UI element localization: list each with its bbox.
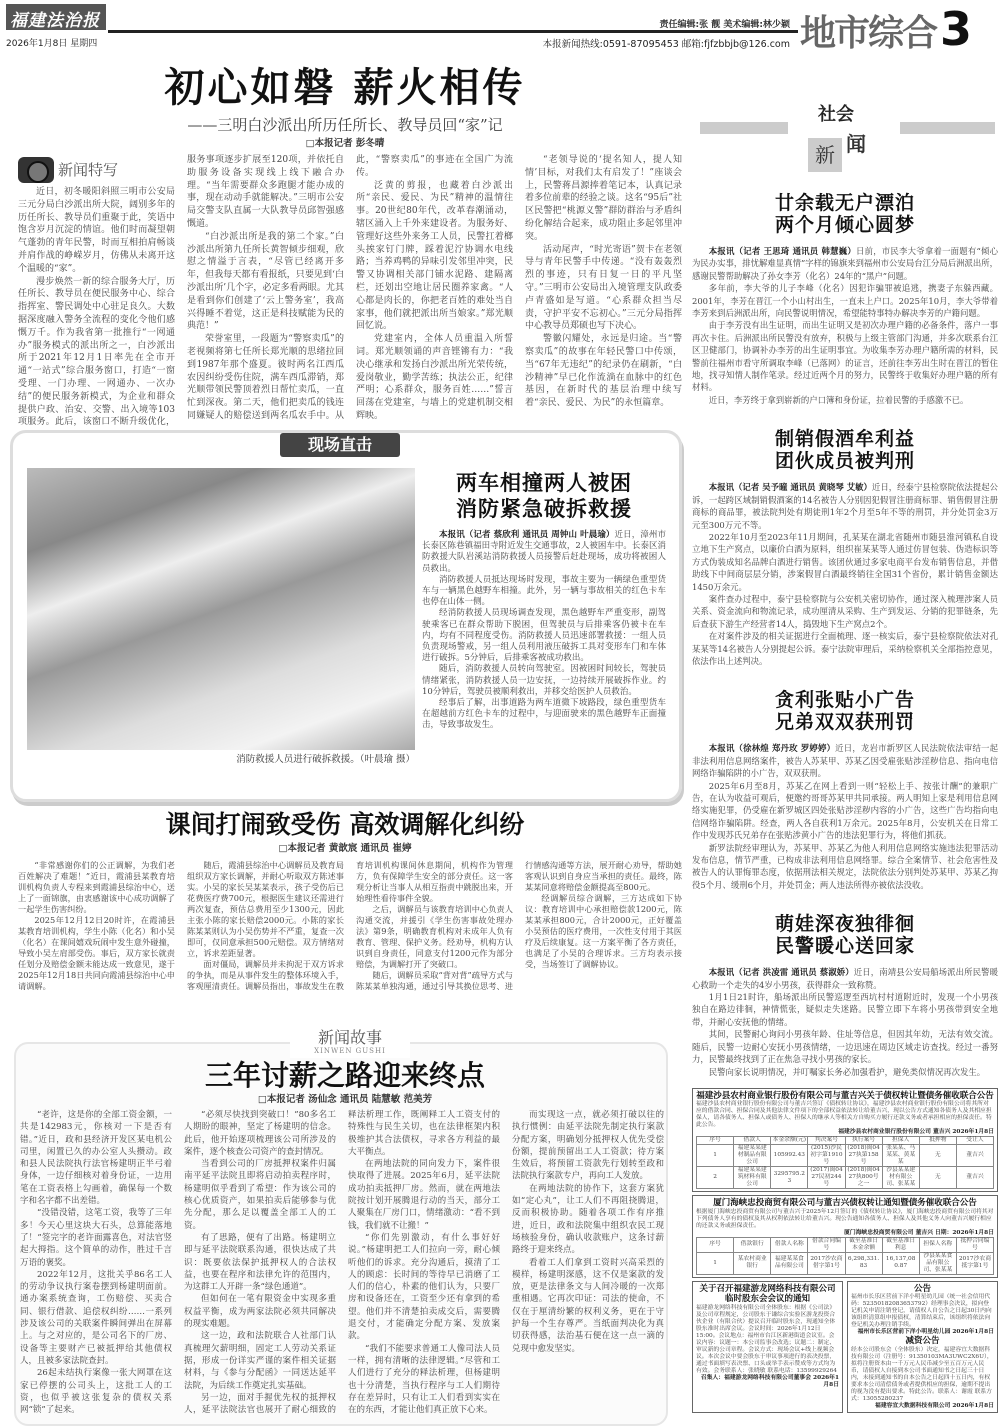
headline-line: 兄弟双双获刑罚	[774, 711, 915, 734]
notice-table	[696, 1136, 994, 1189]
text: 近日，经泰宁县检察院依法提起公诉，一起跨区域制销假酒案的14名被告人分别因犯假冒注册商标罪、销售假冒注册商标的商品罪，被法院判处有期徒刑1年2个月至5年不等的刑罚，并分处罚金3万元至300万元不等。	[692, 482, 998, 530]
table-cell: 序号	[697, 1137, 734, 1145]
notice-text: 福建沙县农村商业银行股份有限公司与董吉兴签订《债权转让协议》，福建沙县农村商业银行股份有限公司将其所对应的借款合同、担保合同及其他法律文件项下的全部权益依法转让给董吉兴，现以公告方式通知各债务人及其相应担保人，请各债务人、担保人或债务人、担保人的继承人等相关方自购买方履行还款义务或者承担相应的担保责任。特此公告。	[696, 1101, 992, 1129]
table-cell: 序号	[697, 1237, 734, 1252]
table-cell: 抵押物	[919, 1137, 956, 1145]
notice-xiamen	[692, 1195, 998, 1278]
table-cell: (2017)闽0427民初244号	[808, 1167, 845, 1189]
paragraph: 警徽闪耀处，永远是归途。当“警察卖瓜”的故事在年轻民警口中传颂，当“67年无违纪”的纪录仍在刷新，“白沙精神”早已化作流淌在血脉中的红色基因，在新时代的基层治理中续写着“亲民、爱民、为民”的永恒篇章。	[525, 334, 682, 409]
table-cell: 福建某某建筑材料有限公司	[734, 1167, 771, 1189]
paragraph: 近日，李芳终于拿到崭新的户口簿和身份证，拉着民警的手感激不已。	[708, 394, 969, 405]
lead: 本报讯（记者 吴予曈 通讯员 黄晓琴 艾敏）	[708, 482, 872, 493]
notice-title: 减资公告	[905, 1336, 940, 1347]
paragraph: 新罗法院经审理认为，苏某甲、苏某乙为他人利用信息网络实施违法犯罪活动发布信息，情节严重，已构成非法利用信息网络罪。综合全案情节、社会危害性及被告人的认罪悔罪态度，依据刑法相关规定，法院依法分别判处苏某甲、苏某乙拘役5个月、缓刑6个月，并处罚金；两人违法所得亦被依法没收。	[692, 842, 998, 890]
table-cell: 借款人	[734, 1137, 771, 1145]
article-household	[692, 192, 998, 406]
masthead-rule	[108, 30, 798, 33]
notice-row	[692, 1281, 998, 1416]
paragraph: 漫步焕然一新的综合服务大厅，历任所长、教导员在便民服务中心、综合指挥室、警民调处中心驻足良久。大数据深度融入警务全流程的变化令他们感慨万千。作为我省第一批推行“一网通办”服务模式的派出所之一，白沙派出所于2021年12月1日率先在全市开通“一站式”综合服务窗口，打造“一窗受理、一门办理、一网通办、一次办结”的便民服务新模式，为企业和群众提供户政、治安、交警、出入境等103项服务。此后，该窗口不断升级优化，服务事项逐步扩展至120项，并依托自助服务设备实现线上线下融合办理。“当年需要群众多跑腿才能办成的事，现在动动手就能解决。”三明市公安局交警支队直属一大队教导员邱智强感慨道。	[18, 155, 344, 428]
paragraph: 随后，调解员采取“背对背”疏导方式与陈某某单独沟通，通过引导其换位思考、进行情感沟通等方法，展开耐心劝导，帮助她客观认识到自身应当承担的责任。最终，陈某某同意将赔偿金额提高至800元。	[356, 860, 682, 991]
paragraph: “必须尽快找到突破口！”80多名工人期盼的眼神，坚定了杨建明的信念。此后，他开始逐项梳理该公司所涉及的案件，逐个核查公司资产的查封情况。	[184, 1110, 336, 1157]
paragraph: “老许，这是你的全部工资金额，一共是142983元，你核对一下是否有错。”近日，政和县经济开发区某电机公司里，闲置已久的办公室人头攒动。政和县人民法院执行法官杨建明正半弓着身体，一边仔细核对着身份证，一边用笔在工资表格上勾画着，确保每一个数字和名字都不出差错。	[20, 1110, 172, 1207]
headline-line: 萌娃深夜独徘徊	[774, 913, 915, 936]
paragraph	[692, 245, 998, 282]
camera-icon	[18, 157, 54, 183]
paragraph: 消防救援人员抵达现场时发现，事故主要为一辆绿色重型货车与一辆黑色越野车相撞。此外，另一辆与事故相关的红色卡车也停在山体一侧。	[422, 574, 666, 608]
mediation-byline: □本报记者 黄歆宸 通讯员 崔婷	[278, 843, 412, 854]
paragraph: 另一边，面对手握优先权的抵押权人，延平法院法官也展开了耐心细致的释法析理工作，既阐释工人工资支付的特殊性与民生关切，也在法律框架内积极维护其合法债权，寻求各方利益的最大平衡点。	[184, 1110, 500, 1416]
paragraph: 由于李芳没有出生证明，而出生证明又是初次办理户籍的必备条件，落户一事再次卡住。后洲派出所民警没有放弃，积极与上级主管部门沟通，并多次联系台江区卫健部门，协调补办李芳的出生证明事宜。为收集李芳办理户籍所需的材料，民警前往福州市看守所调取李峰（已落网）的证言，还前往李芳出生时在晋江的暂住地，找寻知情人制作笔录。经过近两个月的努力，民警终于收集好办理户籍的所有材料。	[692, 320, 998, 393]
logo-text: 闻	[846, 132, 866, 156]
feature-badge-label: 新闻特写	[58, 160, 119, 179]
headline-line: 消防紧急破拆救援	[456, 496, 632, 521]
paragraph: 随后，消防救援人员转向驾驶室。因被困时间较长，驾驶员情绪紧张，消防救援人员一边安抚，一边持续开展破拆作业。约10分钟后，驾驶员被顺利救出，并移交给医护人员救治。	[422, 664, 666, 697]
paragraph: 在两地法院的同向发力下，案件很快取得了进展。2025年6月，延平法院成功拍卖抵押厂房。然而，就在两地法院按计划开展腾退行动的当天，部分工人聚集在厂房门口，情绪激动：“看不到钱，我们就不让搬！”	[348, 1159, 500, 1231]
paragraph: 2022年10月至2023年11月期间，孔某某在湖北省随州市随县淮河镇私自设立地下生产窝点，以廉价白酒为原料，组织崔某某等人通过仿冒包装、伪造标识等方式伪装成知名品牌白酒进行销售。该团伙通过多家电商平台发布销售信息，并借助线下中间商层层分销，涉案假冒白酒最终销往全国31个省份，累计销售金额达1450万余元。	[692, 531, 998, 592]
paragraph: 经事后了解，出事道路为两车道微下坡路段，绿色重型货车在超越前方红色卡车的过程中，与迎面驶来的黑色越野车正面撞击，导致事故发生。	[422, 698, 666, 731]
headline-line: 制销假酒牟利益	[774, 428, 915, 451]
article-lost-child	[692, 913, 998, 1078]
table-cell: 1	[697, 1252, 734, 1274]
table-cell: 某农村商业银行	[734, 1252, 771, 1274]
notice-text: 根据厦门海峡忠投商贸有限公司与董吉兴于2025年12月签订的《债权转让协议》，厦门海峡忠投商贸有限公司将其对下列债务人享有的债权及其从权利依法转让给董吉兴。现公告通知各债务人、担保人及其他义务人向董吉兴履行相应的还款义务或担保责任。	[696, 1208, 994, 1229]
table-cell: 沙县某某食品有限公司、张某某	[919, 1252, 956, 1274]
text	[697, 1137, 994, 1189]
table-cell: 无	[919, 1167, 956, 1189]
table-cell: 抵押合同编号	[956, 1237, 993, 1252]
table-cell: 105992.43	[771, 1145, 808, 1167]
text: 近日，漳州市长泰区陈巷镇福田寺附近发生交通事故，2人被困车中。长泰区消防救援大队岩溪站消防救援人员接警后赶赴现场，成功将被困人员救出。	[422, 530, 666, 574]
notice-signature: 召集人：福建游龙网络科技有限公司董事会 2026年1月8日	[700, 1374, 839, 1388]
table-cell: 担保人	[882, 1137, 919, 1145]
table-cell: 借款银行	[734, 1237, 771, 1252]
section-title	[800, 2, 970, 56]
paragraph: 党建室内，全体人员重温入所誓词。郑光顺领诵的声音铿锵有力：“我决心继承和发扬白沙派出所光荣传统，爱岗敬业，勤学苦练；执法公正，纪律严明；心系群众，服务百姓……”誓言回荡在党建室，与墙上的党建机制交相辉映。	[356, 334, 513, 421]
notice-title: 厦门海峡忠投商贸有限公司与董吉兴债权转让通知暨债务催收联合公告	[713, 1198, 977, 1209]
article-headline	[692, 913, 998, 957]
paragraph: 而实现这一点，就必须打破以往的执行惯例：由延平法院先制定执行案款分配方案，明确划分抵押权人优先受偿份额，提前预留出工人工资款；待方案生效后，将预留工资款先行划转至政和法院执行案款专户，再向工人发放。	[512, 1110, 664, 1182]
table-row	[697, 1145, 994, 1167]
table-header	[697, 1137, 994, 1145]
page-number: 3	[940, 2, 971, 56]
paragraph: 有了思路，便有了出路。杨建明立即与延平法院联系沟通，很快达成了共识：既要依法保护抵押权人的合法权益，也要在程序和法律允许的范围内，为这群工人开辟一条“绿色通道”。	[184, 1232, 336, 1293]
paragraph: 当看到公司的厂房抵押权案件归属南平延平法院且即将启动拍卖程序时，杨建明似乎看到了希望：作为该公司的核心优质资产，如果拍卖后能够参与优先分配，那么足以覆盖全部工人的工资。	[184, 1159, 336, 1231]
notice-signature: 福州市长乐区营前下洋小明星幼儿园 2026年1月8日	[857, 1329, 994, 1336]
article-headline	[692, 428, 998, 472]
photo-caption: 消防救援人员进行破拆救援。（叶晨瑜 摄）	[236, 754, 415, 765]
table-cell: 2017沙农商借字第1号	[808, 1252, 845, 1274]
paragraph	[692, 966, 998, 991]
paragraph: 2022年12月，这批关乎86名工人的劳动争议执行案卷摆到杨建明面前。通办案系统查询，工伤赔偿、买卖合同、银行借款、追偿权纠纷……一系列涉及该公司的关联案件瞬间弹出在屏幕上。与之对应的，是公司名下的厂房、设备等主要财产已被抵押给其他债权人，且被多家法院查封。	[20, 1269, 172, 1366]
table-cell: 3295795.23	[771, 1167, 808, 1189]
feature-subtitle: ——三明白沙派出所历任所长、教导员回“家”记	[187, 116, 503, 134]
table-cell: 1	[697, 1145, 734, 1167]
paragraph: 案件查办过程中，泰宁县检察院与公安机关密切协作，通过深入梳理涉案人员关系、资金流向和物流记录，成功厘清从采购、生产到发运、分销的犯罪链条，先后查获下游生产经营者14人，捣毁地下生产窝点2个。	[692, 593, 998, 629]
table-cell: (2018)闽0427执第158号	[845, 1145, 882, 1167]
headline-line: 民警暖心送回家	[774, 935, 915, 958]
table-header	[697, 1237, 994, 1252]
table-cell: 福建某某食品有限公司	[771, 1252, 808, 1274]
notice-title: 关于召开福建游龙网络科技有限公司临时股东会会议的通知	[699, 1283, 836, 1305]
article-fake-liquor	[692, 428, 998, 667]
table-cell: 截至基准日利息	[882, 1237, 919, 1252]
table-cell: 担保人名称	[919, 1237, 956, 1252]
paragraph: 近日，初冬暖阳斜照三明市公安局三元分局白沙派出所大院，阔别多年的历任所长、教导员们重聚于此，笑语中饱含岁月沉淀的情谊。他们时而凝望朝气蓬勃的青年民警，时而互相拍肩畅谈并肩作战的峥嵘岁月，仿佛从未离开这个温暖的“家”。	[18, 187, 175, 274]
paragraph: 1月1日21时许，船场派出所民警巡逻至西坑村村道附近时，发现一个小男孩独自在路边徘徊，神情慌张，疑似走失迷路。民警立即下车将小男孩带到安全地带，并耐心安抚他的情绪。	[692, 992, 998, 1027]
story-byline: □本报记者 汤仙念 通讯员 陆慧敏 范美芳	[257, 1094, 433, 1105]
table-cell: 判决案号	[808, 1137, 845, 1145]
table-cell: 借款人名称	[771, 1237, 808, 1252]
notice-signature: 福建沙县农村商业银行股份有限公司 董吉兴 2026年1月8日	[838, 1129, 994, 1136]
table-cell: 截至基准日本金余额	[845, 1237, 882, 1252]
table-cell: 董吉兴	[956, 1167, 993, 1189]
notice-table	[696, 1237, 994, 1275]
paragraph: “非常感谢你们的公正调解，为我们老百姓解决了难题！”近日，霞浦县某教育培训机构负责人专程来到霞浦县综治中心，送上了一面锦旗，由衷感谢该中心成功调解了一起学生伤害纠纷。	[18, 860, 175, 914]
paragraph: 在两地法院的协作下，这套方案犹如“定心丸”，让工人们不再阻挠腾退，反而积极协助。随着各项工作有序推进，近日，政和法院集中组织农民工现场核验身份，确认收款账户，这条讨薪路终于迎来终点。	[512, 1183, 664, 1256]
article-ads	[692, 689, 998, 891]
paragraph: 26起未结执行案像一张大网罩在这家已停摆的公司头上，这批工人的工资，也似乎被这张复杂的债权关系网“锁”了起来。	[20, 1368, 172, 1416]
right-column	[692, 192, 998, 1416]
paragraph	[422, 530, 666, 575]
headline-line: 贪利张贴小广告	[774, 689, 915, 712]
feature-body	[18, 154, 682, 429]
table-cell: 执行案号	[845, 1137, 882, 1145]
lead: 本报讯（徐林煌 郑丹玫 罗婷婷）	[708, 743, 836, 754]
table-cell: 无	[919, 1145, 956, 1167]
lead: 本报讯（记者 蔡欣利 通讯员 周钟山 叶晨瑜）	[439, 530, 615, 540]
paragraph: 之后，调解员与该教育培训中心负责人沟通交流，并援引《学生伤害事故处理办法》第9条，明确教育机构对未成年人负有教育、管理、保护义务。经劝导，机构方认识到自身责任，同意支付1200元作为部分赔偿，为调解打开了突破口。	[356, 904, 513, 969]
article-body	[422, 530, 666, 732]
article-crash	[422, 470, 666, 732]
section-name: 地市综合	[800, 13, 937, 54]
table-cell: 本金余额(元)	[772, 1137, 807, 1144]
mediation-body	[18, 860, 682, 992]
notice-shareholders	[692, 1281, 843, 1413]
story-headline: 三年讨薪之路迎来终点	[204, 1059, 485, 1092]
paragraph: 其间，民警耐心询问小男孩年龄、住址等信息，但因其年幼，无法有效交流。随后，民警一边耐心安抚小男孩情绪，一边迅速在周边区域走访查找。经过一番努力，民警最终找到了正在焦急寻找小男孩的家长。	[692, 1029, 998, 1065]
article-body	[692, 966, 998, 1078]
paragraph: “没错没错，这笔工资，我等了三年多！今天心里这块大石头，总算能落地了！”签完字的老许面露喜色，对法官竖起大拇指。这个简单的动作，胜过千言万语的褒奖。	[20, 1208, 172, 1268]
decor-bar	[700, 122, 788, 134]
notice-text: 福州市长乐区营前下洋小明星幼儿园（统一社会信用代码：52350182083653792）经理事会决议，拟向登记机关申请注销登记，请债权人自公告之日起30日内向该组织清算组申报债权，清算结束后，该组织将依法向登记机关办理注销手续。	[851, 1294, 992, 1329]
table-cell: 借款合同编号	[808, 1237, 845, 1252]
paragraph: 在对案件涉及的相关证据进行全面梳理、逐一核实后，泰宁县检察院依法对孔某某等14名被告人分别提起公诉。泰宁法院审理后，采纳检察机关全部指控意见，依法作出上述判决。	[692, 631, 998, 666]
notice-signature: 厦门海峡忠投商贸有限公司 董吉兴 日期：2026年1月8日	[844, 1229, 994, 1236]
paragraph: 但如何在一笔有限资金中实现多重权益平衡，成为两家法院必须共同解决的现实难题。	[184, 1294, 336, 1330]
article-body	[692, 742, 998, 891]
article-headline	[692, 689, 998, 733]
notice-kindergarten	[847, 1281, 998, 1413]
paragraph: 荣誉室里，一段题为“警察卖瓜”的老视频将第七任所长郑光顺的思绪拉回到1987年那个盛夏。彼时两名江西瓜农因纠纷受伤住院，满车西瓜滞销，郑光顺带领民警顶着烈日帮忙卖瓜，一直忙到深夜。第二天，他们把卖瓜的钱连同嫌疑人的赔偿送到两名瓜农手中。从此，“警察卖瓜”的事迹在全国广为流传。	[187, 155, 513, 421]
paragraph: 活动尾声，“时光寄语”贺卡在老领导与青年民警手中传递。“没有轰轰烈烈的事迹，只有日复一日的平凡坚守。”三明市公安局出入境管理支队政委卢青盛如是写道。“心系群众担当尽责，守护平安不忘初心。”三元分局指挥中心教导员郑硕也写下决心。	[525, 244, 682, 332]
feature-headline: 初心如磐 薪火相传	[164, 65, 526, 111]
article-body	[692, 245, 998, 406]
social-news-logo	[790, 100, 900, 185]
paragraph: 面对僵局，调解员并未拘泥于双方诉求的争执，而是从事件发生的整体环境入手，客观厘清责任。调解员指出，事故发生在教育培训机构课间休息期间，机构作为管理方，负有保障学生安全的部分责任。这一客观分析让当事人从相互指责中跳脱出来，开始理性看待事件全貌。	[187, 860, 513, 991]
lead: 本报讯（记者 王思琦 通讯员 韩慧巍）	[708, 246, 856, 256]
paragraph: 泛黄的剪报，也藏着白沙派出所“亲民、爱民、为民”精神的温情往事。20世纪80年代，改革春潮涌动，辖区涌入上千外来建设者。为服务好、管理好这些外来务工人员，民警扛着榔头挨家钉门牌，踩着泥泞协调水电线路；当养鸡鸭的异味引发邻里冲突，民警又协调相关部门铺水泥路、建隔离栏，还划出空地让居民圈养家禽。“人心都是肉长的，你把老百姓的难处当自家事，他们就把派出所当娘家。”郑光顺回忆说。	[356, 180, 513, 332]
badge-label-en: XINWEN GUSHI	[314, 1047, 386, 1055]
story-body	[20, 1109, 664, 1416]
notice-bank	[692, 1088, 998, 1193]
table-cell: (2015)沙民初字第1910号	[808, 1145, 845, 1167]
text	[697, 1237, 994, 1274]
paragraph: 随后，霞浦县综治中心调解员及教育局组织双方家长调解，并耐心听取双方陈述事实。小吴的家长吴某某表示，孩子受伤后已花费医疗费700元，根据医生建议还需进行两次复查，预估总费用至少1300元，因此主张小陈的家长赔偿2000元。小陈的家长陈某某则认为小吴伤势并不严重，复查一次即可，仅同意承担500元赔偿。双方情绪对立，诉求差距显著。	[187, 860, 344, 958]
table-cell: 2017沙农商抵字第1号	[956, 1252, 993, 1274]
headline-line: 两车相撞两人被困	[456, 470, 632, 495]
issue-date: 2026年1月8日 星期四	[6, 39, 98, 49]
notice-text: 经本公司股东会（全体股东）决定，福建容宜大数据科技有限公司（注册号：91350103MA3UWC2X6U），拟将注册资本由一千万元人民币减少至五百万元人民币，请债权人自接到本公司书面通知书之日起三十日内，未接到通知书的自本公告之日起四十五日内，有权要求本公司清偿债务或者提供相应的担保，逾期不提出的视为没有提出要求。特此公告。联系人：谢霞 联系方式：13055280237	[851, 1346, 993, 1402]
headline-line: 两个月倾心圆梦	[774, 214, 915, 236]
feature-badge	[18, 154, 175, 186]
paragraph: 2025年12月12日20时许，在霞浦县某教育培训机构，学生小陈（化名）和小吴（化名）在课间嬉戏玩闹中发生意外碰撞，导致小吴左肩部受伤。事后，双方家长就责任划分及赔偿金额未能达成一致意见，遂于2025年12月18日共同向霞浦县综治中心申请调解。	[18, 915, 175, 991]
article-headline	[692, 192, 998, 236]
paragraph: 民警向家长说明情况，并叮嘱家长务必加强看护，避免类似情况再次发生。	[708, 1066, 986, 1077]
table-cell: 2	[697, 1167, 734, 1189]
badge-label: 新闻故事	[317, 1028, 382, 1047]
paragraph: 2025年6月至8月，苏某乙在网上看到一则“轻松上手、按张计酬”的兼职广告，在认为收益可观后，便邀约哥哥苏某甲共同承接。两人明知上家是利用信息网络实施犯罪，仍受雇在新罗城区四处张贴涉淫秽内容的小广告，这些广告均指向电信网络诈骗陷阱。经查，两人各自获利1万余元。2025年8月，公安机关在日常工作中发现苏氏兄弟存在张贴涉黄小广告的违法犯罪行为，将他们抓获。	[692, 780, 998, 841]
feature-byline: □本报记者 彭冬晴	[305, 138, 385, 149]
mediation-headline: 课间打闹致受伤 高效调解化纠纷	[165, 810, 525, 839]
table-row	[697, 1167, 994, 1189]
table-cell: 董吉兴	[956, 1145, 993, 1167]
notice-title: 公告	[913, 1283, 931, 1294]
paragraph	[692, 742, 998, 779]
text: 近日，南靖县公安局船场派出所民警暖心救助一个走失的4岁小男孩，获得群众一致称赞。	[692, 967, 999, 990]
table-cell: 16,137,080.87	[882, 1252, 919, 1274]
decor-bar	[900, 122, 995, 134]
table-cell: (2018)闽0427执800号之一	[845, 1167, 882, 1189]
table-cell: 受让人	[956, 1137, 993, 1145]
paragraph	[692, 481, 998, 531]
table-cell: 张某某、马某某、黄某某	[882, 1145, 919, 1167]
article-body	[692, 481, 998, 667]
paragraph: “老领导说的‘提名知人，提人知情’目标，对我们太有启发了！”座谈会上，民警蒋昌源捧着笔记本，认真记录着多位前辈的经验之谈。这名“95后”社区民警把“桃源义警”群防群治与矛盾纠纷化解结合起来，成功阻止多起邻里冲突。	[525, 155, 682, 242]
paragraph: 经调解员综合调解，三方达成如下协议：教育培训中心承担赔偿款1200元，陈某某承担800元，合计2000元，正好覆盖小吴预估的医疗费用，一次性支付用于其医疗及后续康复。这一方案平衡了各方责任，也满足了小吴的合理诉求。三方均表示接受，当场签订了调解协议。	[525, 893, 682, 969]
notice-title: 福建沙县农村商业银行股份有限公司与董吉兴关于债权转让暨债务催收联合公告	[696, 1090, 994, 1101]
table-cell: 6,298,331.83	[845, 1252, 882, 1274]
paragraph: “白沙派出所是我的第二个家。”白沙派出所第九任所长黄智倾步细观，欣慰之情溢于言表，“尽管已经离开多年，但我每天都有看报纸，只要见到‘白沙派出所’几个字，必定多看两眼。尤其是看到你们创建了‘云上警务室’，我高兴得睡不着觉，这正是科技赋能为民的典范！”	[187, 231, 344, 332]
accident-photo	[27, 468, 415, 750]
paragraph: 多年前，李大爷的儿子李峰（化名）因犯诈骗罪被追逃，携妻子东躲西藏。2001年，李芳在晋江一个小山村出生，一直未上户口。2025年10月，李大爷带着李芳来到后洲派出所，向民警说明情况，希望能特事特办解决李芳的户籍问题。	[692, 283, 998, 319]
lead: 本报讯（记者 洪凌雷 通讯员 蔡淑娇）	[708, 967, 854, 978]
notice-text: 福建游龙网络科技有限公司全体股东：根据《公司法》及公司章程规定，公司股东于谦综合实验区游龙投资合伙企业（有限合伙）提议召开临时股东会，现通知全体股东准时出席会议。会议时间：2026年1月12日15:00。会议地点：福州市台江区新港街道会议室。会议内容：议题一：本公司监事会改选；议题二：制定、审议新的公司章程。会议方式：现场会议+线上视频会议。本次会议中要会股东于审议事项进行的表决投票，通过书面填写表决票、口头或举手表示赞成等方式均为有效。会务联系人：张晓敏 联系电话：13599929264	[696, 1304, 837, 1374]
notice-signature: 福建容宜大数据科技有限公司 2026年1月8日	[875, 1402, 994, 1409]
logo-text: 社会	[818, 104, 854, 125]
table-row	[697, 1252, 994, 1274]
headline-line: 廿余载无户漂泊	[774, 192, 915, 214]
logo-text: 新	[808, 138, 842, 172]
paragraph: “我们不能要求普通工人像司法人员一样，拥有清晰的法律逻辑。”尽管和工人们进行了充分的释法析理，但杨建明也十分清楚，当执行程序与工人们期待存在差异时，只有让工人们看到实实在在的东西，才能让他们真正放下心来。	[348, 1343, 500, 1416]
paragraph: 看着工人们拿到工资时兴高采烈的模样，杨建明深感，这不仅是案款的发放，更是法律条文与人间冷暖的一次郑重相遇。它再次印证：司法的使命，不仅在于厘清纷繁的权利义务，更在于守护每一个生存尊严。当纸面判决化为真切获得感，法治基石便在这一点一滴的兑现中愈发坚实。	[512, 1257, 664, 1354]
story-badge	[290, 1028, 410, 1058]
article-headline	[422, 470, 666, 522]
paragraph: 经消防救援人员现场调查发现，黑色越野车严重变形，副驾驶乘客已在群众帮助下脱困，但驾驶员与后排乘客仍被卡在车内，均有不同程度受伤。消防救援人员迅速部署救援：一组人员负责现场警戒，另一组人员利用液压破拆工具对变形车门和车体进行破拆。5分钟后，后排乘客被成功救出。	[422, 608, 666, 664]
paragraph: 这一边，政和法院联合人社部门认真梳理欠薪明细，固定工人劳动关系证据，形成一份详实严谨的案件相关证据材料，与《参与分配函》一同送达延平法院，为后续工作奠定扎实基础。	[184, 1331, 336, 1391]
text: 日前，市民李大爷拿着一面题有“倾心为民办实事，排忧解难显真情”字样的锦旗来到福州市公安局台江分局后洲派出所，感谢民警帮助解决了孙女李芳（化名）24年的“黑户”问题。	[692, 246, 999, 281]
headline-line: 团伙成员被判刑	[774, 450, 915, 473]
newspaper-logo: 福建法治报	[6, 4, 106, 30]
paragraph: “你们先别激动，有什么事好好说。”杨建明把工人们拉向一旁，耐心倾听他们的诉求。充分沟通后，摸清了工人的顾虑：长时间的等待早已消磨了工人们的信心，朴素的他们认为，只要厂房和设备还在，工资至少还有拿到的希望。他们并不清楚拍卖成交后，需要腾退交付，才能确定分配方案、发放案款。	[348, 1232, 500, 1342]
hotline-line: 本报新闻热线:0591-87095453 邮箱:fjfzbbjb@126.com	[542, 39, 790, 50]
text: 近日，龙岩市新罗区人民法院依法审结一起非法利用信息网络案件，被告人苏某甲、苏某乙因受雇张贴涉淫秽信息、指向电信网络诈骗陷阱的小广告，双双获刑。	[692, 743, 998, 779]
editors-line: 责任编辑:张 靓 美术编辑:林少颖	[659, 20, 790, 30]
scene-badge: 现场直击	[280, 433, 400, 457]
table-cell: 福建某某建材制品有限公司	[734, 1145, 771, 1167]
table-cell: 沙县某某建材有限公司、张某某	[882, 1167, 919, 1189]
